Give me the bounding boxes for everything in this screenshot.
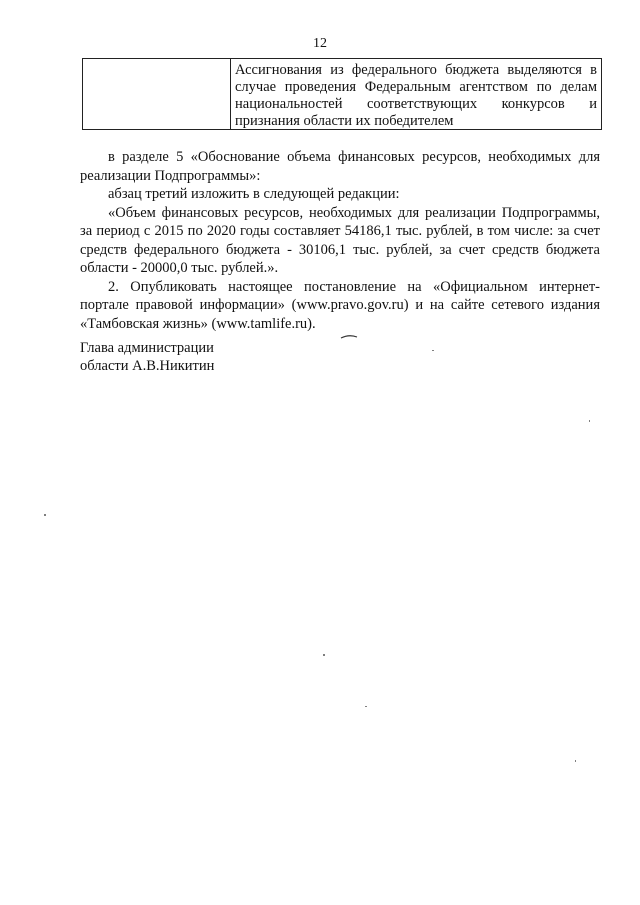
scan-speck: [589, 420, 590, 422]
table-cell-right: Ассигнования из федерального бюджета выделяются в случае проведения Федеральным агентством по делам национальностей соответствующих конкурсов и признания области их победителем: [235, 62, 597, 129]
page-number: 12: [313, 36, 327, 51]
scan-speck: [575, 760, 576, 762]
paragraph-section-5: в разделе 5 «Обоснование объема финансовых ресурсов, необходимых для реализации Подпрограммы»:: [80, 149, 600, 184]
pen-mark: [340, 334, 358, 340]
signature-name: области А.В.Никитин: [80, 358, 215, 374]
body-text: [80, 148, 600, 333]
paragraph-publish: 2. Опубликовать настоящее постановление на «Официальном интернет-портале правовой информации» (www.pravo.gov.ru) и на сайте сетевого издания «Тамбовская жизнь» (www.tamlife.ru).: [80, 278, 600, 332]
scan-speck: [432, 350, 434, 351]
scan-speck: [365, 706, 367, 707]
signature-block: [80, 339, 214, 375]
paragraph-third-abzac: абзац третий изложить в следующей редакции:: [108, 186, 400, 202]
scan-speck: [44, 514, 46, 516]
table-cell-left: [83, 59, 231, 129]
signature-title: Глава администрации: [80, 340, 214, 356]
paragraph-resources: «Объем финансовых ресурсов, необходимых для реализации Подпрограммы, за период с 2015 по 2020 годы составляет 54186,1 тыс. рублей, в том числе: за счет средств федерального бюджета - 30106,1 тыс. рублей, за счет средств бюджета области - 20000,0 тыс. рублей.».: [80, 204, 600, 276]
table: [82, 58, 602, 130]
scan-speck: [323, 654, 325, 656]
